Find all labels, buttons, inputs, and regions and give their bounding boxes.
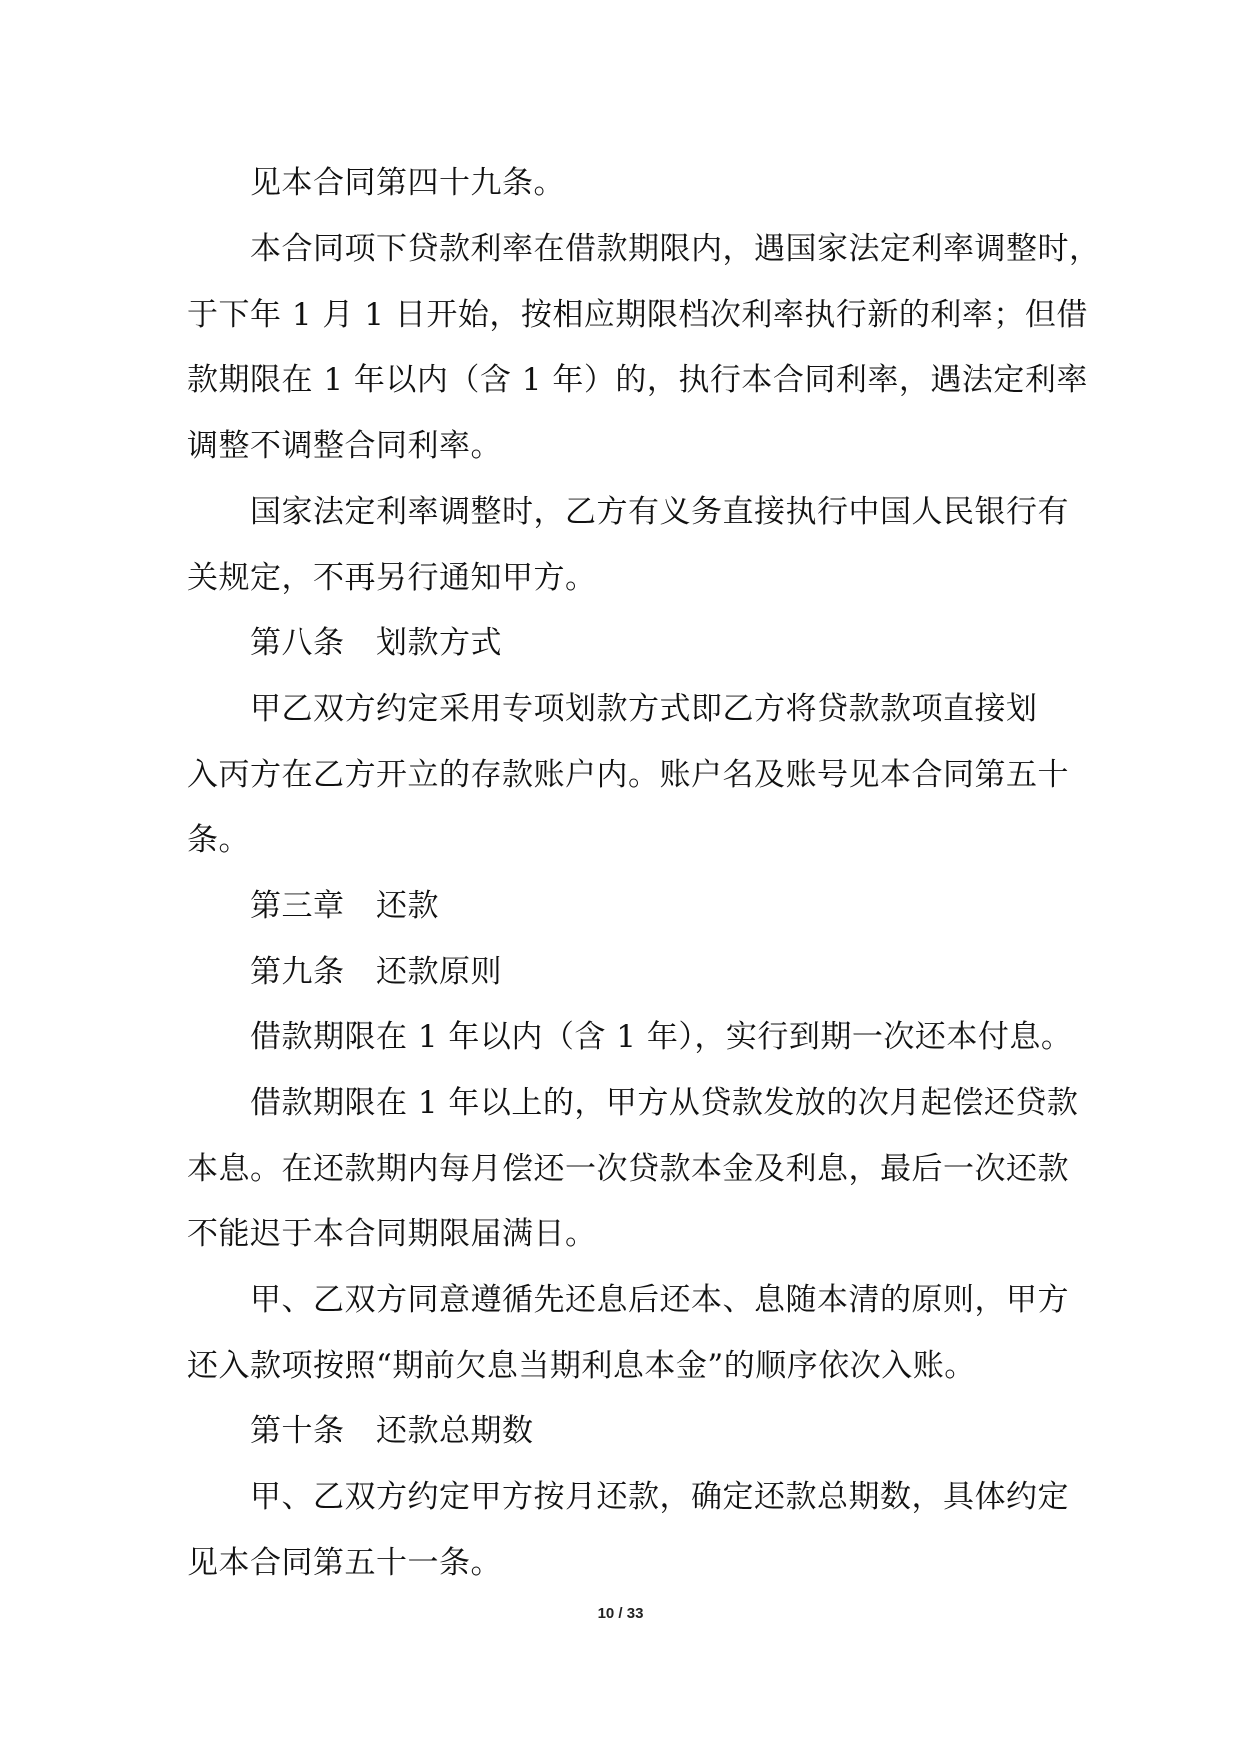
text-line: 入丙方在乙方开立的存款账户内。账户名及账号见本合同第五十 bbox=[187, 757, 1069, 793]
section-heading: 第九条 还款原则 bbox=[250, 954, 502, 990]
text-line: 款期限在 1 年以内（含 1 年）的，执行本合同利率，遇法定利率 bbox=[187, 362, 1088, 398]
section-heading: 第八条 划款方式 bbox=[250, 625, 502, 661]
text-line: 于下年 1 月 1 日开始，按相应期限档次利率执行新的利率；但借 bbox=[187, 297, 1088, 333]
chapter-heading: 第三章 还款 bbox=[250, 888, 439, 924]
text-line: 调整不调整合同利率。 bbox=[187, 428, 502, 464]
section-heading: 第十条 还款总期数 bbox=[250, 1413, 534, 1449]
text-line: 见本合同第五十一条。 bbox=[187, 1545, 502, 1581]
text-line: 本息。在还款期内每月偿还一次贷款本金及利息，最后一次还款 bbox=[187, 1151, 1069, 1187]
text-line: 不能迟于本合同期限届满日。 bbox=[187, 1216, 597, 1252]
text-line: 甲乙双方约定采用专项划款方式即乙方将贷款款项直接划 bbox=[250, 691, 1038, 727]
text-line: 还入款项按照“期前欠息当期利息本金”的顺序依次入账。 bbox=[187, 1348, 976, 1384]
page-number: 10 / 33 bbox=[597, 1605, 644, 1622]
text-line: 借款期限在 1 年以上的，甲方从贷款发放的次月起偿还贷款 bbox=[250, 1085, 1079, 1121]
text-line: 国家法定利率调整时，乙方有义务直接执行中国人民银行有 bbox=[250, 494, 1069, 530]
text-line: 条。 bbox=[187, 822, 250, 858]
text-line: 关规定，不再另行通知甲方。 bbox=[187, 560, 597, 596]
text-line: 本合同项下贷款利率在借款期限内，遇国家法定利率调整时， bbox=[250, 231, 1101, 267]
text-line: 见本合同第四十九条。 bbox=[250, 165, 565, 201]
text-line: 甲、乙双方同意遵循先还息后还本、息随本清的原则，甲方 bbox=[250, 1282, 1069, 1318]
text-line: 借款期限在 1 年以内（含 1 年），实行到期一次还本付息。 bbox=[250, 1019, 1073, 1055]
text-line: 甲、乙双方约定甲方按月还款，确定还款总期数，具体约定 bbox=[250, 1479, 1069, 1515]
